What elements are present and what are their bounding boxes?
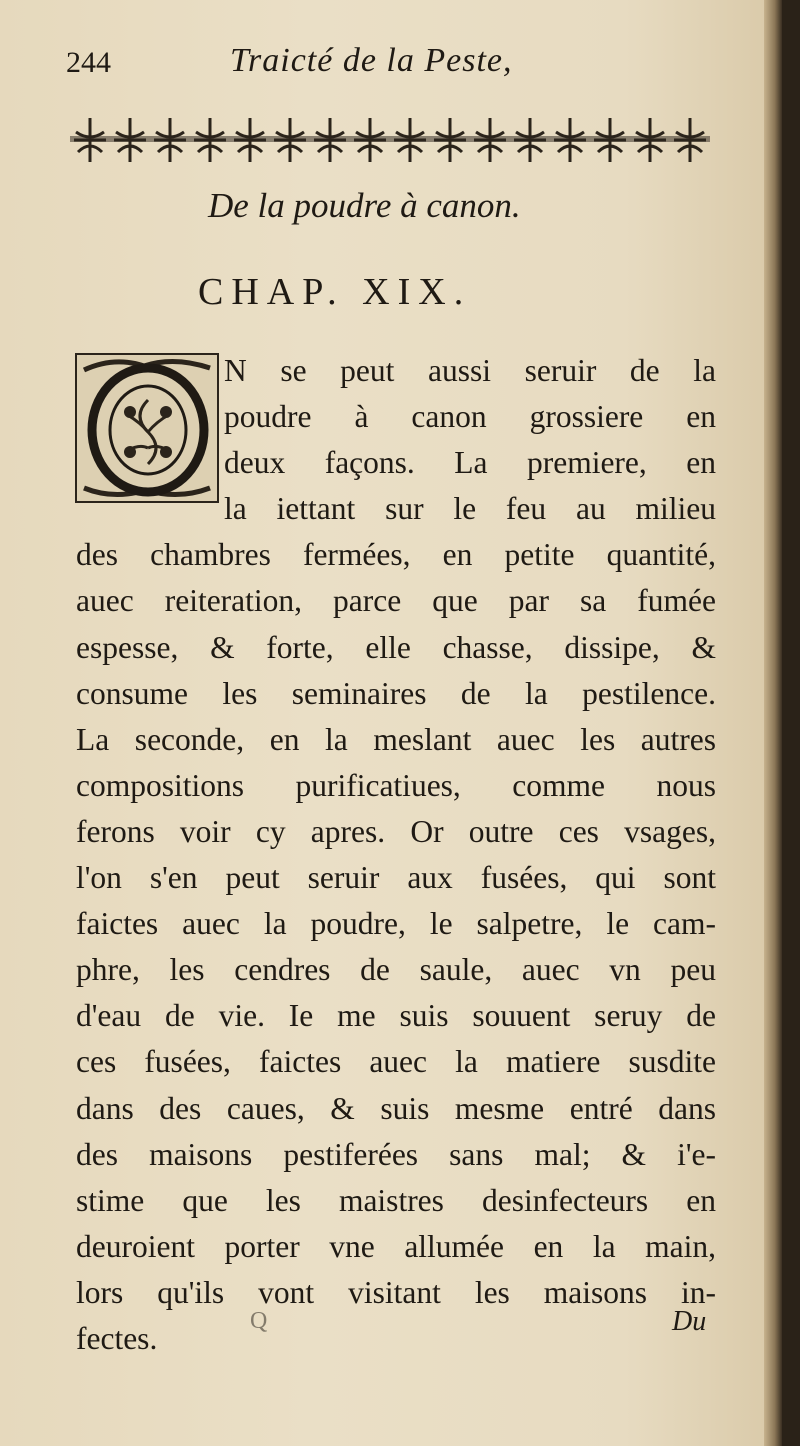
fleuron-ornament bbox=[314, 118, 346, 162]
text-line: phre, les cendres de saule, auec vn peu bbox=[76, 952, 716, 988]
text-line: fectes. bbox=[76, 1320, 158, 1356]
fleuron-ornament bbox=[274, 118, 306, 162]
text-line: ferons voir cy apres. Or outre ces vsages, bbox=[76, 813, 716, 849]
catchword: Du bbox=[672, 1306, 707, 1337]
text-line: d'eau de vie. Ie me suis souuent seruy de bbox=[76, 998, 716, 1034]
fleuron-ornament bbox=[234, 118, 266, 162]
fleuron-ornament bbox=[194, 118, 226, 162]
text-line: stime que les maistres desinfecteurs en bbox=[76, 1182, 716, 1218]
fleuron-ornament bbox=[434, 118, 466, 162]
text-line: l'on s'en peut seruir aux fusées, qui sont bbox=[76, 860, 716, 896]
text-line: auec reiteration, parce que par sa fumée bbox=[76, 583, 716, 619]
running-title: Traicté de la Peste, bbox=[230, 42, 513, 79]
text-line: lors qu'ils vont visitant les maisons in- bbox=[76, 1274, 716, 1310]
text-line: poudre à canon grossiere en bbox=[224, 399, 716, 435]
fleuron-ornament bbox=[354, 118, 386, 162]
fleuron-ornament bbox=[474, 118, 506, 162]
fleuron-ornament bbox=[674, 118, 706, 162]
text-line: consume les seminaires de la pestilence. bbox=[76, 675, 716, 711]
chapter-title: De la poudre à canon. bbox=[208, 186, 521, 225]
body-text bbox=[76, 348, 716, 1362]
text-line: des maisons pestiferées sans mal; & i'e- bbox=[76, 1136, 716, 1172]
fleuron-ornament bbox=[514, 118, 546, 162]
text-line: ces fusées, faictes auec la matiere susdite bbox=[76, 1044, 716, 1080]
page-header bbox=[66, 38, 706, 88]
text-line: faictes auec la poudre, le salpetre, le cam- bbox=[76, 906, 716, 942]
text-line: des chambres fermées, en petite quantité, bbox=[76, 537, 716, 573]
decorative-headband bbox=[70, 112, 710, 168]
fleuron-ornament bbox=[594, 118, 626, 162]
fleuron-ornament bbox=[74, 118, 106, 162]
chapter-heading: CHAP. XIX. bbox=[198, 271, 472, 313]
fleuron-ornament bbox=[394, 118, 426, 162]
signature-mark: Q bbox=[250, 1308, 268, 1334]
text-line: dans des caues, & suis mesme entré dans bbox=[76, 1090, 716, 1126]
text-line: N se peut aussi seruir de la bbox=[224, 353, 716, 388]
fleuron-ornament bbox=[114, 118, 146, 162]
fleuron-ornament bbox=[154, 118, 186, 162]
text-line: deux façons. La premiere, en bbox=[224, 445, 716, 481]
page-edge bbox=[764, 0, 782, 1446]
text-line: espesse, & forte, elle chasse, dissipe, & bbox=[76, 629, 716, 665]
text-line: compositions purificatiues, comme nous bbox=[76, 767, 716, 803]
fleuron-ornament bbox=[634, 118, 666, 162]
text-line: La seconde, en la meslant auec les autres bbox=[76, 721, 716, 757]
text-line: deuroient porter vne allumée en la main, bbox=[76, 1228, 716, 1264]
text-line: la iettant sur le feu au milieu bbox=[224, 491, 716, 527]
page-number: 244 bbox=[66, 46, 111, 79]
fleuron-ornament bbox=[554, 118, 586, 162]
